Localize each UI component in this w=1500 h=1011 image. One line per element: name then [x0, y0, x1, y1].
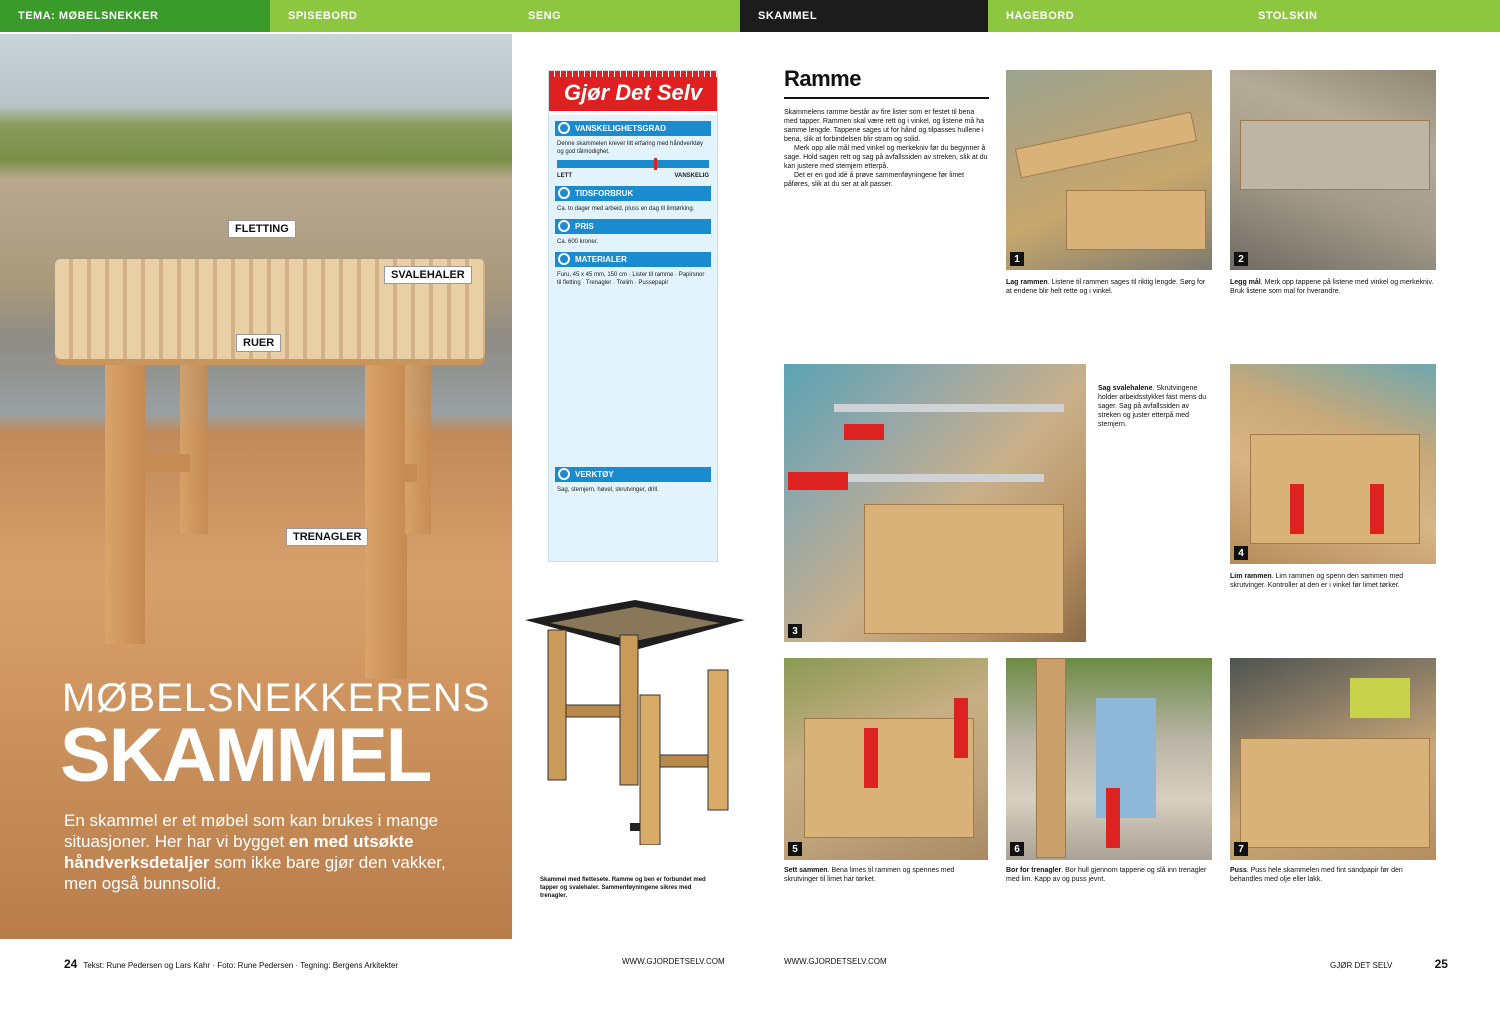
hero-photo [0, 34, 512, 939]
clamp-handle [864, 728, 878, 788]
step-text: Merk opp tappene på listene med vinkel og merkekniv. Bruk listene som mal for hverandre. [1230, 279, 1434, 295]
page-number: 24 [64, 957, 78, 971]
stool-leg [180, 334, 208, 534]
tab-label: TEMA: MØBELSNEKKER [18, 10, 159, 22]
fact-head-text: TIDSFORBRUK [575, 189, 634, 198]
body-text [784, 108, 989, 189]
stool-leg [105, 334, 145, 644]
fact-text: Denne skammelen krever litt erfaring med håndverktøy og god tålmodighet. [557, 141, 704, 155]
step-number: 7 [1234, 842, 1248, 856]
page-number: 25 [1434, 957, 1448, 971]
clamp-bar [834, 404, 1064, 412]
fact-text: Ca. to dager med arbeid, pluss en dag til limtørking. [557, 206, 695, 212]
plank [804, 718, 974, 838]
step-caption-6: Bor for trenagler. Bor hull gjennom tappene og slå inn trenagler med lim. Kapp av og puss jevnt. [1006, 867, 1207, 883]
step-caption-7: Puss. Puss hele skammelen med fint sandpapir før den behandles med olje eller lakk. [1230, 867, 1403, 883]
difficulty-meter [557, 160, 709, 168]
step-title: Puss [1230, 867, 1247, 874]
step-title: Legg mål [1230, 279, 1261, 286]
clock-icon [558, 187, 570, 199]
clamp-handle [1370, 484, 1384, 534]
tab-stolskin[interactable] [1240, 0, 1500, 32]
intro-emphasis: en med utsøkte håndverksdetaljer [64, 832, 414, 872]
difficulty-icon [558, 122, 570, 134]
plank [1036, 658, 1066, 858]
step-text: Listene til rammen sages til riktig lengde. Sørg for at endene blir helt rette og i vinkel. [1006, 279, 1206, 295]
step-photo-3 [784, 364, 1086, 642]
step-photo-5 [784, 658, 988, 860]
footer-url-left: WWW.GJORDETSELV.COM [622, 957, 725, 966]
step-number: 3 [788, 624, 802, 638]
fact-head-text: VERKTØY [575, 470, 614, 479]
tab-label: SKAMMEL [758, 10, 818, 22]
label-trenagler: TRENAGLER [286, 528, 368, 546]
step-text: Lim rammen og spenn den sammen med skrutvinger. Kontroller at den er i vinkel før limet tørker. [1230, 573, 1404, 589]
credits: Tekst: Rune Pedersen og Lars Kahr · Foto: Rune Pedersen · Tegning: Bergens Arkitekter [83, 961, 399, 970]
tab-skammel[interactable] [740, 0, 988, 32]
body-paragraph: Skammelens ramme består av fire lister som er festet til bena med tapper. Rammen skal være rett og i vinkel, og listene må ha samme lengde. Tappene sages ut for hånd og tilpasses hullene i bena, slik at forbindelsen blir stram og solid. [784, 109, 984, 143]
section-rule [784, 97, 989, 99]
diagram-rail [566, 705, 620, 717]
step-title: Bor for trenagler [1006, 867, 1062, 874]
brand-logo [549, 71, 717, 115]
step-caption-5: Sett sammen. Bena limes til rammen og spennes med skrutvinger til limet har tørket. [784, 867, 955, 883]
section-title: Ramme [784, 66, 861, 91]
step-photo-7 [1230, 658, 1436, 860]
fact-head-text: MATERIALER [575, 255, 627, 264]
step-text: Bor hull gjennom tappene og slå inn trenagler med lim. Kapp av og puss jevnt. [1006, 867, 1207, 883]
step-photo-1 [1006, 70, 1212, 270]
hero-kicker: MØBELSNEKKERENS [62, 676, 491, 720]
step-text: Bena limes til rammen og spennes med skrutvinger til limet har tørket. [784, 867, 955, 883]
body-paragraph: Merk opp alle mål med vinkel og merkekniv før du begynner å sage. Hold sagen rett og sag på avfallssiden av streken, slik at du kan justere med stemjern etterpå. [784, 145, 988, 170]
plank [1250, 434, 1420, 544]
tab-hagebord[interactable] [988, 0, 1240, 32]
step-title: Lag rammen [1006, 279, 1048, 286]
meter-label-right: VANSKELIG [674, 173, 709, 179]
stool-leg [405, 334, 431, 534]
step-number: 5 [788, 842, 802, 856]
fact-text: Sag, stemjern, høvel, skrutvinger, drill. [557, 487, 659, 493]
materials-icon [558, 253, 570, 265]
plank [1015, 112, 1197, 179]
fact-head-text: VANSKELIGHETSGRAD [575, 124, 666, 133]
stool-leg [365, 344, 407, 679]
stool-rail [405, 464, 417, 482]
section-nav [0, 0, 1500, 32]
step-photo-4 [1230, 364, 1436, 564]
step-photo-2 [1230, 70, 1436, 270]
tab-label: STOLSKIN [1258, 10, 1318, 22]
tab-label: HAGEBORD [1006, 10, 1075, 22]
meter-label-left: LETT [557, 173, 572, 179]
fact-box [548, 70, 718, 562]
clamp-handle [788, 472, 848, 490]
footer-left [64, 957, 398, 971]
step-title: Lim rammen [1230, 573, 1272, 580]
label-svalehaler: SVALEHALER [384, 266, 472, 284]
body-paragraph: Det er en god idé å prøve sammenføyningene før limet påføres, slik at du ser at alt passer. [784, 172, 965, 188]
plank [1240, 738, 1430, 848]
fact-head-text: PRIS [575, 222, 594, 231]
fact-head-price [555, 219, 711, 234]
clamp-handle [1106, 788, 1120, 848]
brand-text: Gjør Det Selv [563, 80, 703, 105]
label-ruer: RUER [236, 334, 281, 352]
intro-text: som ikke bare gjør den vakker, men også bunnsolid. [64, 853, 446, 893]
price-icon [558, 220, 570, 232]
fact-text: Ca. 600 kroner. [557, 239, 599, 245]
diagram-caption: Skammel med flettesete. Ramme og ben er forbundet med tapper og svalehaler. Sammenføyningene sikres med trenagler. [540, 877, 706, 899]
diagram-peg [630, 823, 640, 831]
tab-label: SPISEBORD [288, 10, 358, 22]
diagram-leg [620, 635, 638, 785]
tools-icon [558, 468, 570, 480]
fact-head-tools [555, 467, 711, 482]
step-number: 2 [1234, 252, 1248, 266]
tab-tema[interactable] [0, 0, 270, 32]
step-caption-2: Legg mål. Merk opp tappene på listene med vinkel og merkekniv. Bruk listene som mal for hverandre. [1230, 279, 1434, 295]
magazine-name: GJØR DET SELV [1330, 961, 1393, 970]
step-number: 6 [1010, 842, 1024, 856]
hero-title: SKAMMEL [60, 713, 431, 798]
step-number: 1 [1010, 252, 1024, 266]
step-number: 4 [1234, 546, 1248, 560]
step-text: Skrutvingene holder arbeidsstykket fast mens du sager. Sag på avfallssiden av streken og juster etterpå med stemjern. [1098, 385, 1207, 428]
footer-right [1330, 957, 1454, 971]
hero-intro [64, 810, 454, 894]
plank [1066, 190, 1206, 250]
fact-head-difficulty [555, 121, 711, 136]
stool-rail [140, 454, 190, 472]
clamp-handle [1290, 484, 1304, 534]
diagram-leg [640, 695, 660, 845]
diagram-rail [660, 755, 708, 767]
tool [1096, 698, 1156, 818]
step-title: Sag svalehalene [1098, 385, 1153, 392]
step-caption-3: Sag svalehalene. Skrutvingene holder arbeidsstykket fast mens du sager. Sag på avfallssiden av streken og juster etterpå med stemjern. [1098, 385, 1207, 428]
tab-spisebord[interactable] [270, 0, 510, 32]
fact-text: Furu, 45 x 45 mm, 150 cm · Lister til ramme · Papirsnor til fletting · Trenagler · Trelim · Pussepapir [557, 272, 705, 286]
label-fletting: FLETTING [228, 220, 296, 238]
step-photo-6 [1006, 658, 1212, 860]
step-caption-4: Lim rammen. Lim rammen og spenn den sammen med skrutvinger. Kontroller at den er i vinkel før limet tørker. [1230, 573, 1404, 589]
footer-url-right: WWW.GJORDETSELV.COM [784, 957, 887, 966]
fact-head-time [555, 186, 711, 201]
plank [1240, 120, 1430, 190]
assembly-diagram [520, 595, 760, 845]
fact-head-materials [555, 252, 711, 267]
step-text: Puss hele skammelen med fint sandpapir før den behandles med olje eller lakk. [1230, 867, 1403, 883]
intro-text: En skammel er et møbel som kan brukes i mange situasjoner. Her har vi bygget [64, 811, 439, 851]
tab-label: SENG [528, 10, 562, 22]
diagram-leg [708, 670, 728, 810]
plank [864, 504, 1064, 634]
clamp-handle [844, 424, 884, 440]
step-title: Sett sammen [784, 867, 828, 874]
sander [1350, 678, 1410, 718]
tab-seng[interactable] [510, 0, 740, 32]
meter-labels [557, 172, 709, 180]
clamp-bar [844, 474, 1044, 482]
step-caption-1: Lag rammen. Listene til rammen sages til riktig lengde. Sørg for at endene blir helt rette og i vinkel. [1006, 279, 1206, 295]
difficulty-marker [654, 158, 657, 170]
clamp-handle [954, 698, 968, 758]
diagram-leg [548, 630, 566, 780]
